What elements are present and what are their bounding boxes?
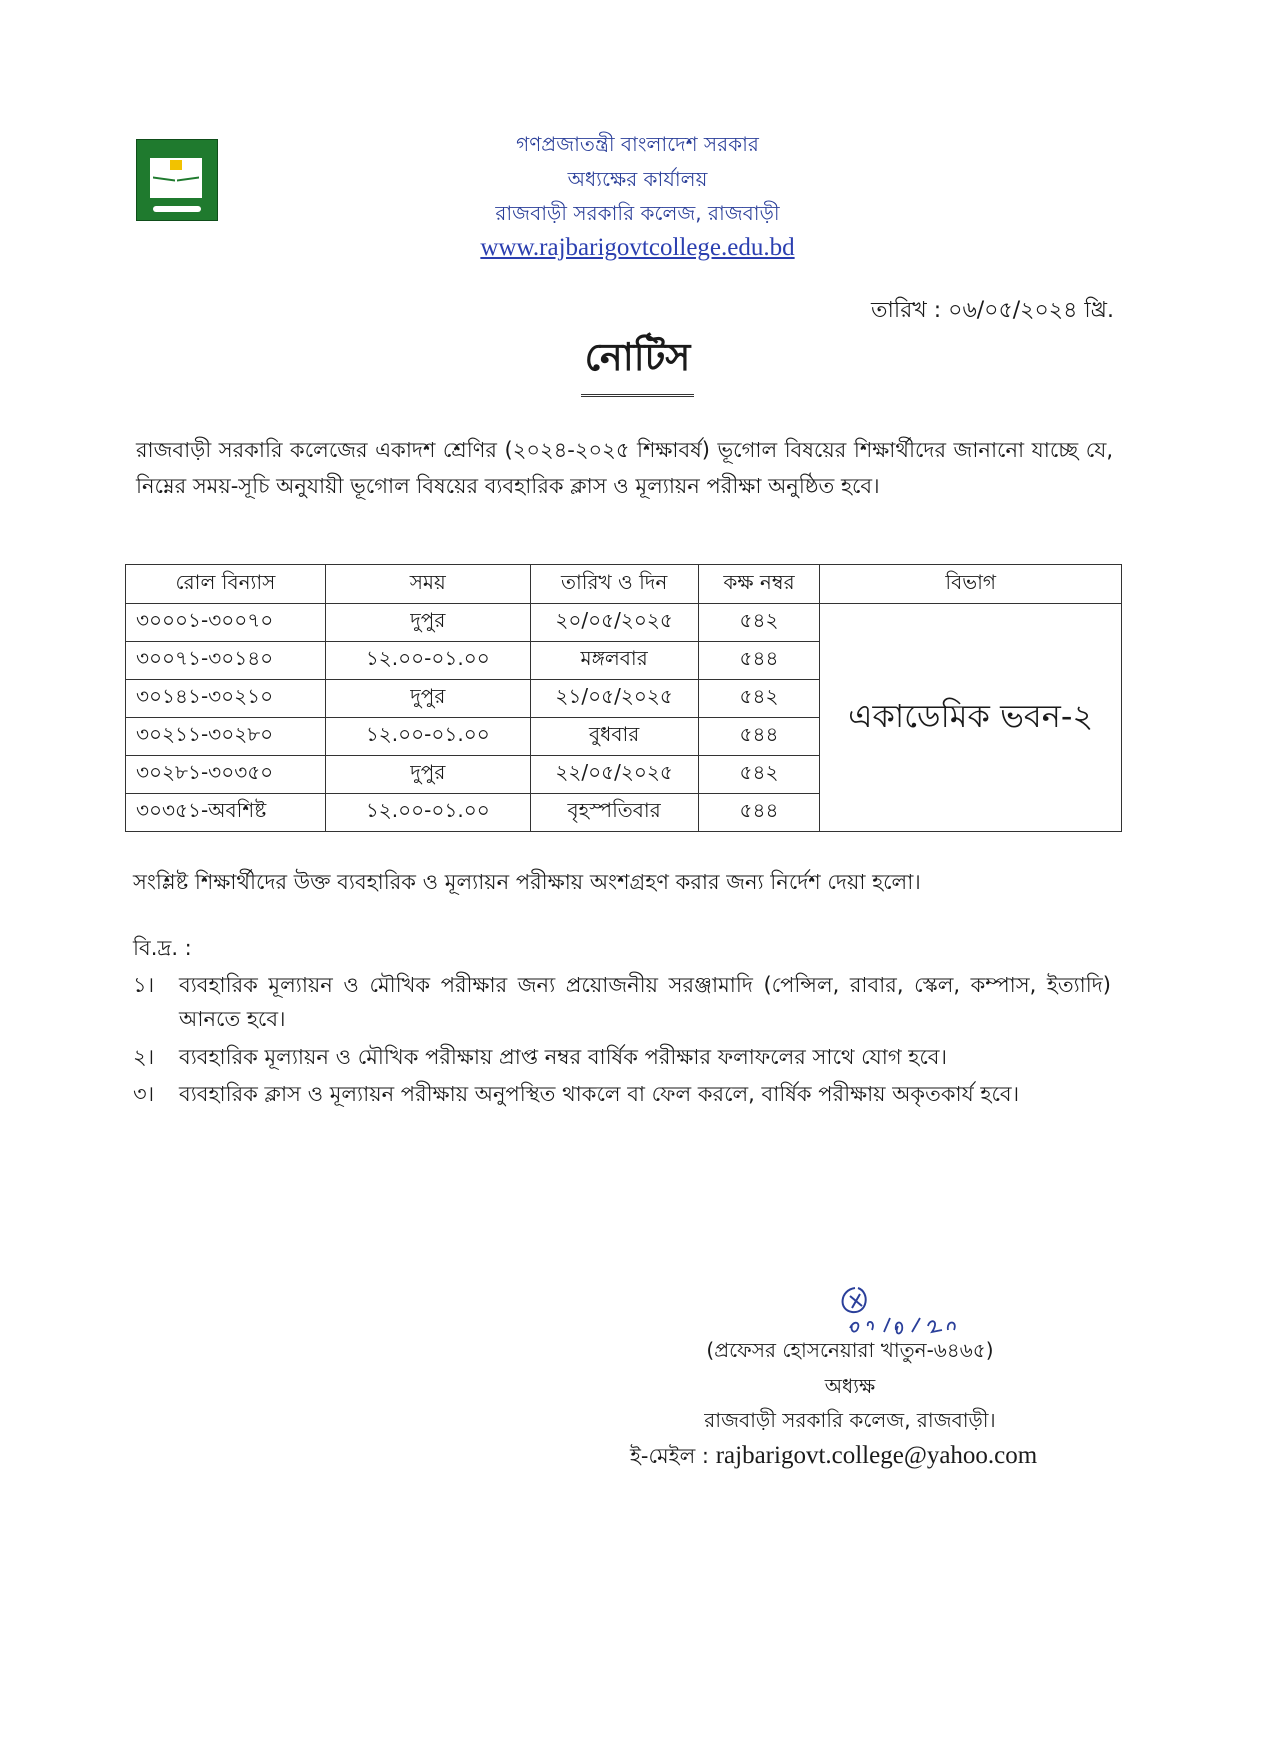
exam-day: বুধবার bbox=[530, 718, 698, 756]
room-number: ৫৪২ bbox=[698, 604, 820, 642]
col-room: কক্ষ নম্বর bbox=[698, 565, 820, 604]
exam-date: ২২/০৫/২০২৫ bbox=[530, 756, 698, 794]
email-label: ই-মেইল : bbox=[630, 1444, 710, 1468]
nb-text: ব্যবহারিক ক্লাস ও মূল্যায়ন পরীক্ষায় অনুপস্থিত থাকলে বা ফেল করলে, বার্ষিক পরীক্ষায় অকৃতকার্য হবে। bbox=[179, 1082, 1020, 1106]
nb-text: ব্যবহারিক মূল্যায়ন ও মৌখিক পরীক্ষায় প্রাপ্ত নম্বর বার্ষিক পরীক্ষার ফলাফলের সাথে যোগ হবে। bbox=[179, 1045, 947, 1069]
header-government: গণপ্রজাতন্ত্রী বাংলাদেশ সরকার bbox=[516, 132, 759, 156]
nb-heading: বি.দ্র. : bbox=[133, 936, 192, 960]
col-time: সময় bbox=[325, 565, 530, 604]
nb-number: ২। bbox=[133, 1045, 155, 1069]
time-range: ১২.০০-০১.০০ bbox=[325, 794, 530, 832]
nb-number: ৩। bbox=[133, 1082, 155, 1106]
department-cell: একাডেমিক ভবন-২ bbox=[820, 604, 1122, 832]
roll-range: ৩০২৮১-৩০৩৫০ bbox=[126, 756, 326, 794]
time-range: ১২.০০-০১.০০ bbox=[325, 718, 530, 756]
exam-date: ২১/০৫/২০২৫ bbox=[530, 680, 698, 718]
room-number: ৫৪৪ bbox=[698, 794, 820, 832]
table-header-row bbox=[126, 565, 1122, 604]
col-department: বিভাগ bbox=[820, 565, 1122, 604]
signatory-designation: অধ্যক্ষ bbox=[824, 1374, 876, 1398]
header-college: রাজবাড়ী সরকারি কলেজ, রাজবাড়ী bbox=[495, 201, 780, 225]
nb-item bbox=[133, 968, 1111, 1036]
time-label: দুপুর bbox=[325, 756, 530, 794]
instruction-text: সংশ্লিষ্ট শিক্ষার্থীদের উক্ত ব্যবহারিক ও মূল্যায়ন পরীক্ষায় অংশগ্রহণ করার জন্য নির্দেশ দেয়া হলো। bbox=[133, 870, 921, 894]
time-label: দুপুর bbox=[325, 604, 530, 642]
roll-range: ৩০২১১-৩০২৮০ bbox=[126, 718, 326, 756]
email-line bbox=[630, 1440, 1037, 1475]
nb-item bbox=[133, 1077, 1111, 1111]
schedule-table bbox=[125, 564, 1122, 832]
time-range: ১২.০০-০১.০০ bbox=[325, 642, 530, 680]
nb-text: ব্যবহারিক মূল্যায়ন ও মৌখিক পরীক্ষার জন্য প্রয়োজনীয় সরঞ্জামাদি (পেন্সিল, রাবার, স্কেল, কম্পাস, ইত্যাদি) আনতে হবে। bbox=[179, 973, 1111, 1031]
signatory-name: (প্রফেসর হোসনেয়ারা খাতুন-৬৪৬৫) bbox=[706, 1338, 994, 1362]
exam-day: বৃহস্পতিবার bbox=[530, 794, 698, 832]
exam-date: ২০/০৫/২০২৫ bbox=[530, 604, 698, 642]
room-number: ৫৪২ bbox=[698, 680, 820, 718]
roll-range: ৩০১৪১-৩০২১০ bbox=[126, 680, 326, 718]
table-row bbox=[126, 604, 1122, 642]
header-office: অধ্যক্ষের কার্যালয় bbox=[567, 167, 708, 191]
room-number: ৫৪৪ bbox=[698, 718, 820, 756]
website-link[interactable]: www.rajbarigovtcollege.edu.bd bbox=[480, 234, 795, 261]
nb-number: ১। bbox=[133, 973, 155, 997]
nb-item bbox=[133, 1040, 1111, 1074]
roll-range: ৩০০৭১-৩০১৪০ bbox=[126, 642, 326, 680]
roll-range: ৩০০০১-৩০০৭০ bbox=[126, 604, 326, 642]
col-roll: রোল বিন্যাস bbox=[126, 565, 326, 604]
exam-day: মঙ্গলবার bbox=[530, 642, 698, 680]
room-number: ৫৪২ bbox=[698, 756, 820, 794]
time-label: দুপুর bbox=[325, 680, 530, 718]
notice-paragraph: রাজবাড়ী সরকারি কলেজের একাদশ শ্রেণির (২০২৪-২০২৫ শিক্ষাবর্ষ) ভূগোল বিষয়ের শিক্ষার্থীদের জানানো যাচ্ছে যে, নিম্নের সময়-সূচি অনুযায়ী ভূগোল বিষয়ের ব্যবহারিক ক্লাস ও মূল্যায়ন পরীক্ষা অনুষ্ঠিত হবে। bbox=[136, 438, 1113, 498]
notice-title: নোটিস bbox=[0, 328, 1275, 397]
email-address[interactable]: rajbarigovt.college@yahoo.com bbox=[715, 1442, 1038, 1469]
signatory-institution: রাজবাড়ী সরকারি কলেজ, রাজবাড়ী। bbox=[704, 1408, 996, 1432]
notice-date: তারিখ : ০৬/০৫/২০২৪ খ্রি. bbox=[871, 298, 1114, 323]
col-date-day: তারিখ ও দিন bbox=[530, 565, 698, 604]
roll-range: ৩০৩৫১-অবশিষ্ট bbox=[126, 794, 326, 832]
room-number: ৫৪৪ bbox=[698, 642, 820, 680]
handwritten-signature bbox=[780, 1280, 980, 1340]
